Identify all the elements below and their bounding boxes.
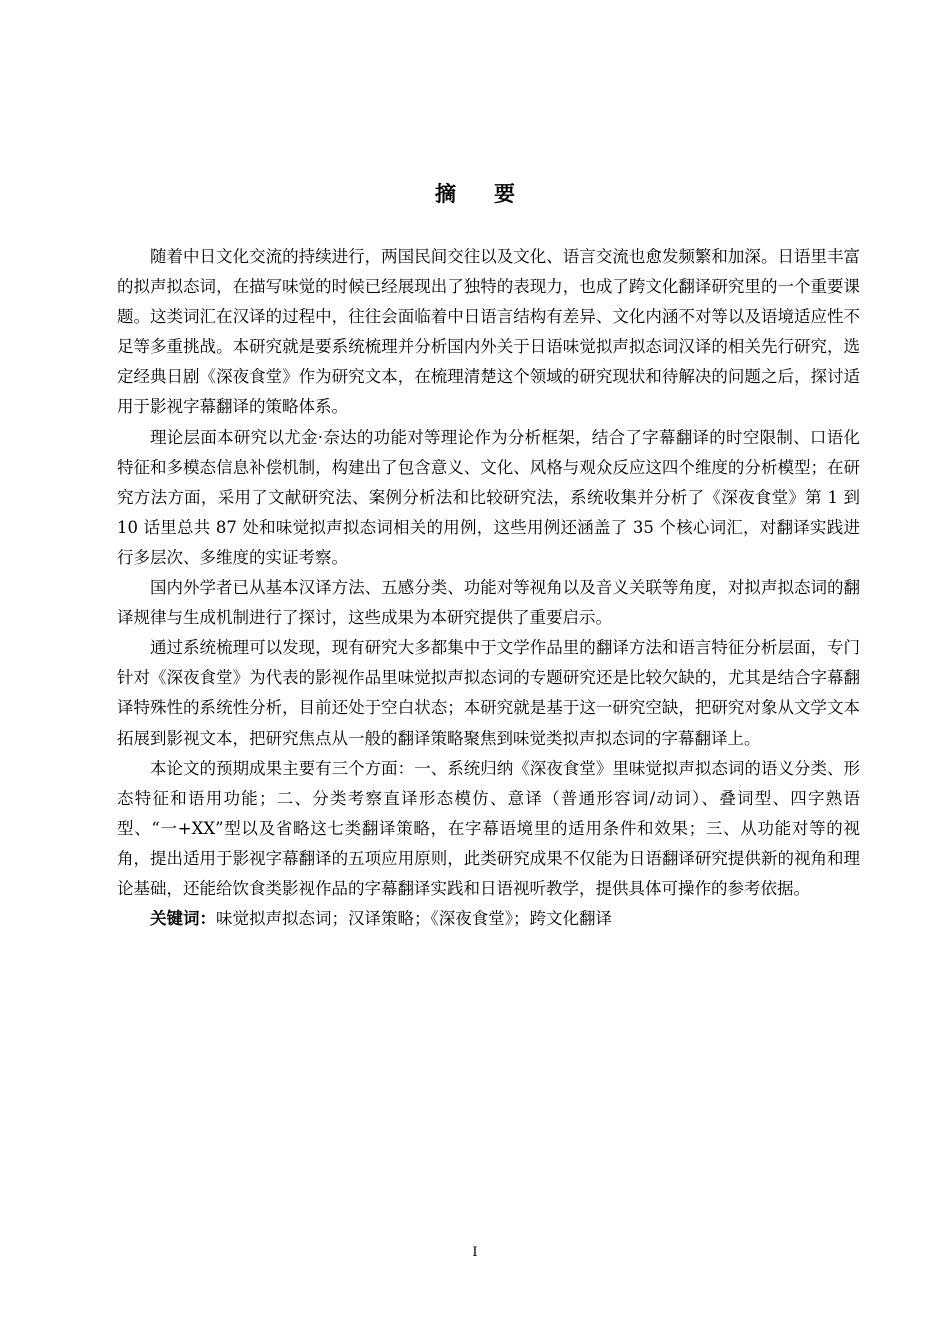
abstract-paragraph-1: 随着中日文化交流的持续进行，两国民间交往以及文化、语言交流也愈发频繁和加深。日语里丰富的拟声拟态词，在描写味觉的时候已经展现出了独特的表现力，也成了跨文化翻译研究里的一个重要课题。这类词汇在汉译的过程中，往往会面临着中日语言结构有差异、文化内涵不对等以及语境适应性不足等多重挑战。本研究就是要系统梳理并分析国内外关于日语味觉拟声拟态词汉译的相关先行研究，选定经典日剧《深夜食堂》作为研究文本，在梳理清楚这个领域的研究现状和待解决的问题之后，探讨适用于影视字幕翻译的策略体系。 (117, 247, 860, 417)
abstract-paragraph-2: 理论层面本研究以尤金·奈达的功能对等理论作为分析框架，结合了字幕翻译的时空限制、口语化特征和多模态信息补偿机制，构建出了包含意义、文化、风格与观众反应这四个维度的分析模型；在研究方法方面，采用了文献研究法、案例分析法和比较研究法，系统收集并分析了《深夜食堂》第 1 到 10 话里总共 87 处和味觉拟声拟态词相关的用例，这些用例还涵盖了 35 个核心词汇，对翻译实践进行多层次、多维度的实证考察。 (117, 427, 860, 567)
page-number: I (472, 1245, 478, 1260)
abstract-paragraph-4: 通过系统梳理可以发现，现有研究大多都集中于文学作品里的翻译方法和语言特征分析层面，专门针对《深夜食堂》为代表的影视作品里味觉拟声拟态词的专题研究还是比较欠缺的，尤其是结合字幕翻译特殊性的系统性分析，目前还处于空白状态；本研究就是基于这一研究空缺，把研究对象从文学文本拓展到影视文本，把研究焦点从一般的翻译策略聚焦到味觉类拟声拟态词的字幕翻译上。 (117, 638, 860, 748)
abstract-paragraph-5: 本论文的预期成果主要有三个方面：一、系统归纳《深夜食堂》里味觉拟声拟态词的语义分类、形态特征和语用功能；二、分类考察直译形态模仿、意译（普通形容词/动词）、叠词型、四字熟语型、“一+XX”型以及省略这七类翻译策略，在字幕语境里的适用条件和效果；三、从功能对等的视角，提出适用于影视字幕翻译的五项应用原则，此类研究成果不仅能为日语翻译研究提供新的视角和理论基础，还能给饮食类影视作品的字幕翻译实践和日语视听教学，提供具体可操作的参考依据。 (117, 758, 860, 898)
abstract-paragraph-3: 国内外学者已从基本汉译方法、五感分类、功能对等视角以及音义关联等角度，对拟声拟态词的翻译规律与生成机制进行了探讨，这些成果为本研究提供了重要启示。 (117, 578, 860, 628)
keywords-line (117, 904, 860, 934)
abstract-body (117, 242, 860, 934)
keywords-label: 关键词： (150, 909, 216, 929)
page-title: 摘要 (435, 182, 553, 206)
keywords-text: 味觉拟声拟态词；汉译策略；《深夜食堂》；跨文化翻译 (216, 909, 612, 929)
